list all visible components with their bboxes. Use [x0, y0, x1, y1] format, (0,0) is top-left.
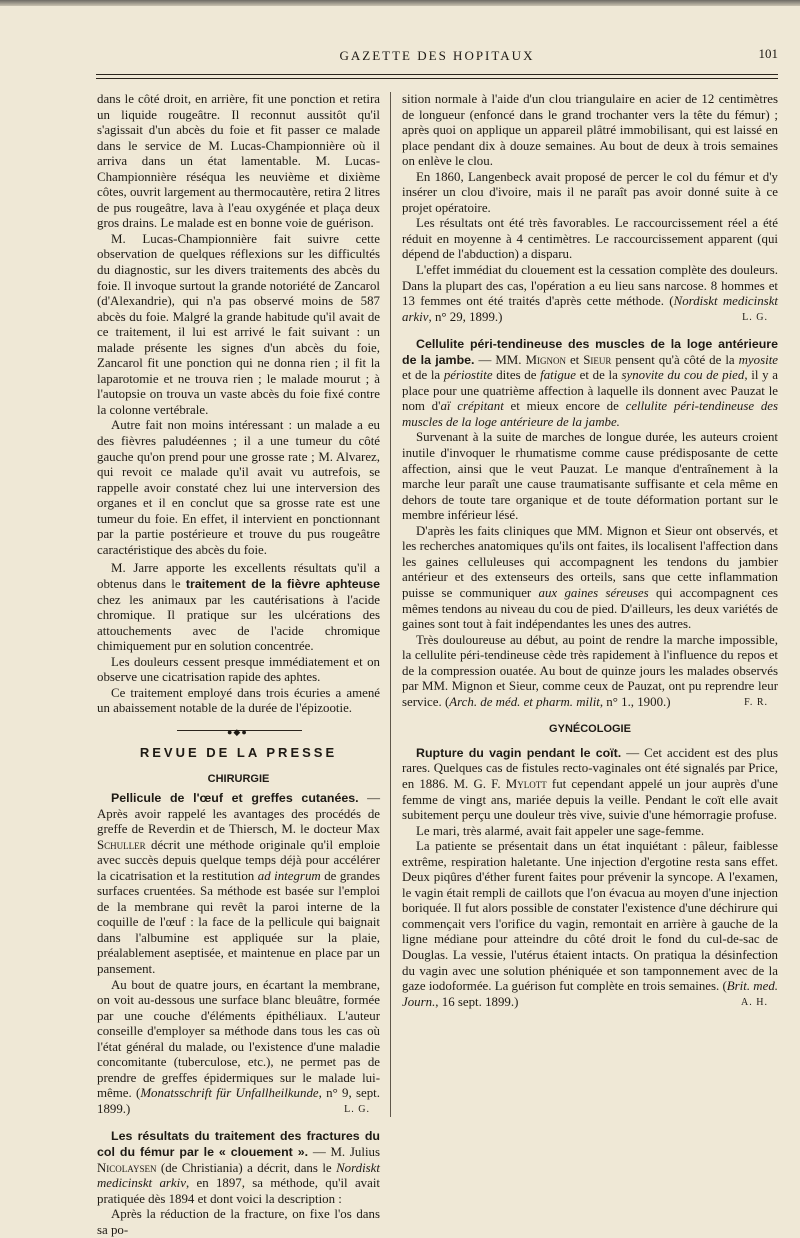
article-heading: Cellulite péri-tendineuse des muscles de la loge antérieure de la jambe. — [402, 337, 778, 367]
citation: Arch. de méd. et pharm. milit — [449, 694, 600, 709]
paragraph: Très douloureuse au début, au point de rendre la marche impossible, la cellulite péri-tendineuse cède très rapidement à l'influence du repos et de la compression ouatée. Au bout de quinze jours les malades observés par MM. Mignon et Sieur, comme ceux de Pauzat, ont pu reprendre leur service. (Arch. de méd. et pharm. milit, n° 1., 1900.) F. R. — [402, 632, 778, 709]
header-rule-top — [96, 74, 778, 75]
paragraph: L'effet immédiat du clouement est la cessation complète des douleurs. Dans la plupart des cas, l'opération a eu lieu sans narcose. 8 hommes et 13 femmes ont été traités d'après cette méthode. (Nordiskt medicinskt arkiv, n° 29, 1899.) L. G. — [402, 263, 779, 324]
paragraph: sition normale à l'aide d'un clou triangulaire en acier de 12 centimètres de longueur (enfoncé dans le grand trochanter vers la tête du fémur) ; après quoi on applique un appareil plâtré immobilisant, qui est laissé en place pendant dix à douze semaines. Au bout de deux à trois semaines on enlève le clou. — [402, 92, 778, 169]
paragraph: Le mari, très alarmé, avait fait appeler une sage-femme. — [416, 823, 705, 838]
author-initials: F. R. — [744, 696, 768, 708]
paragraph: M. Jarre apporte les excellents résultats qu'il a obtenus dans le traitement de la fièvre aphteuse chez les animaux par les cautérisations à l'acide chromique. Il pratique sur les ulcérations des attouchements avec de l'acide chromique chimiquement pur en solution concentrée. — [97, 561, 380, 654]
journal-title: GAZETTE DES HOPITAUX — [339, 48, 535, 63]
author-initials: L. G. — [344, 1103, 370, 1115]
citation: Nordiskt medicinskt arkiv — [402, 294, 779, 324]
topic-heading: traitement de la fièvre aphteuse — [185, 576, 380, 591]
right-column — [402, 92, 778, 1010]
paragraph: La patiente se présentait dans un état inquiétant : pâleur, faiblesse extrême, respiration haletante. Une injection d'ergotine resta sans effet. Deux piqûres d'éther furent faites pour prévenir la syncope. A l'examen, le vagin était rempli de caillots que l'on évacua au moyen d'une injection boriquée. Il fut alors possible de constater l'existence d'une déchirure qui commençait vers l'orifice du vagin, remontait en arrière à gauche de la ligne médiane pour atteindre du côté droit le fond du cul-de-sac de Douglas. La vessie, l'utérus étaient intacts. On pratiqua la désinfection du vagin avec une solution phéniquée et son tamponnement avec de la gaze iodoformée. La guérison fut complète en trois semaines. (Brit. med. Journ., 16 sept. 1899.) A. H. — [402, 839, 778, 1009]
paragraph: Autre fait non moins intéressant : un malade a eu des fièvres paludéennes ; il a une tumeur du côté gauche qu'on prend pour une grosse rate ; M. Alvarez, qui revoit ce malade qu'il avait vu autrefois, se rappelle avoir constaté chez lui une interversion des organes et il en conclut que sa grosse rate est une tumeur du foie. En effet, il intervient en ponctionnant par la partie postérieure et trouve du pus rougeâtre caractéristique des abcès du foie. — [97, 418, 380, 557]
section-title: REVUE DE LA PRESSE — [139, 744, 338, 760]
header-rule-bottom — [96, 78, 778, 79]
subsection-title: GYNÉCOLOGIE — [549, 723, 631, 736]
author-initials: A. H. — [741, 996, 768, 1008]
page-top-edge — [0, 0, 800, 6]
paragraph: Les douleurs cessent presque immédiatement et on observe une cicatrisation rapide des aphtes. — [97, 654, 380, 685]
paragraph: Survenant à la suite de marches de longue durée, les auteurs croient inutile d'invoquer le rhumatisme comme cause prédisposante de cette affection, ainsi que le veut Pauzat. Le manque d'entraînement à la marche leur paraît une cause traumatisante suffisante et cela même en dehors de toute tare organique et de toute déformation portant sur le membre inférieur lésé. — [402, 430, 778, 523]
page-header — [96, 46, 778, 70]
left-column — [97, 92, 380, 1238]
paragraph: En 1860, Langenbeck avait proposé de percer le col du fémur et d'y insérer un clou d'ivoire, mais il ne paraît pas avoir donné suite à ce projet opératoire. — [402, 169, 778, 215]
article-heading: Rupture du vagin pendant le coït. — [416, 745, 622, 760]
paragraph: Après la réduction de la fracture, on fixe l'os dans sa po- — [97, 1207, 380, 1237]
article-paragraph: Cellulite péri-tendineuse des muscles de la loge antérieure de la jambe. — MM. Mignon et Sieur pensent qu'à côté de la myosite et de la périostite dites de fatigue et de la synovite du cou de pied, il y a place pour une quatrième affection à laquelle ils donnent avec Pauzat le nom d'aï crépitant et mieux encore de cellulite péri-tendineuse des muscles de la loge antérieure de la jambe. — [402, 337, 779, 429]
section-ornament: ●◆● — [97, 725, 380, 737]
paragraph: M. Lucas-Championnière fait suivre cette observation de quelques réflexions sur les difficultés du diagnostic, sur les divers traitements des abcès du foie. Il invoque surtout la grande notoriété de Zancarol (d'Alexandrie), qui n'a pas observé moins de 587 abcès du foie. Malgré la grande habitude qu'il avait de ce traitement, il lui est arrivé le fait suivant : un malade présente les signes d'un abcès du foie, Zancarol fit une ponction qui ne donna rien ; il fit la laparotomie et ne trouva rien ; le malade mourut ; à l'autopsie on trouva un vaste abcès du foie fixé contre la colonne vertébrale. — [97, 231, 380, 417]
paragraph: Les résultats ont été très favorables. Le raccourcissement réel a été réduit en moyenne à 4 centimètres. Le raccourcissement apparent (qui dépend de l'abduction) a disparu. — [402, 216, 778, 262]
page-number: 101 — [758, 46, 778, 61]
author-initials: L. G. — [742, 311, 768, 323]
article-paragraph: Pellicule de l'œuf et greffes cutanées. — Après avoir rappelé les avantages des procédés de greffe de Reverdin et de Thiersch, M. le docteur Max Schuller décrit une méthode originale qu'il emploie avec succès depuis quelque temps déjà pour accélérer la cicatrisation et la restitution ad integrum de grandes surfaces cruentées. Sa méthode est basée sur l'emploi de la membrane qui revêt la paroi interne de la coquille de l'œuf : la face de la pellicule qui baignait dans l'albumine est appliquée sur la plaie, préalablement aseptisée, et maintenue en place par un pansement. — [97, 790, 380, 976]
article-paragraph: Rupture du vagin pendant le coït. — Cet accident est des plus rares. Quelques cas de fistules recto-vaginales ont été signalés par Price, en 1886. M. G. F. Mylott fut cependant appelé un jour auprès d'une femme de vingt ans, mariée depuis la veille. Pendant le coït elle avait subitement perçu une douleur très vive, suivie d'une hémorragie profuse. — [402, 745, 778, 823]
article-heading: Pellicule de l'œuf et greffes cutanées. — [111, 790, 359, 805]
column-separator — [390, 92, 391, 1117]
article-heading: Les résultats du traitement des fractures du col du fémur par le « clouement ». — [97, 1129, 380, 1159]
article-paragraph: Les résultats du traitement des fractures du col du fémur par le « clouement ». — M. Julius Nicolaysen (de Christiania) a décrit, dans le Nordiskt medicinskt arkiv, en 1897, sa méthode, qu'il avait pratiquée dès 1894 et dont voici la description : — [97, 1129, 380, 1206]
paragraph: Ce traitement employé dans trois écuries a amené un abaissement notable de la durée de l'épizootie. — [97, 685, 380, 716]
paragraph: Au bout de quatre jours, en écartant la membrane, on voit au-dessous une surface blanc bleuâtre, formée par une couche d'éléments épithéliaux. L'auteur conseille d'employer sa méthode dans tous les cas où l'état général du malade, ou l'existence d'une maladie concomitante (tuberculose, etc.), ne permet pas de prendre de greffes épidermiques sur le malade lui-même. (Monatsschrift für Unfallheilkunde, n° 9, sept. 1899.) L. G. — [97, 977, 380, 1116]
citation: Monatsschrift für Unfallheilkunde — [140, 1086, 319, 1101]
citation: Brit. med. Journ. — [402, 979, 778, 1009]
paragraph: dans le côté droit, en arrière, fit une ponction et retira un liquide rougeâtre. Il reconnut aussitôt qu'il s'agissait d'un abcès du foie et fit passer ce malade dans le service de M. Lucas-Championnière où il arriva dans un état lamentable. M. Lucas-Championnière réséqua les neuvième et dixième côtes, ouvrit largement au thermocautère, retira 2 litres de pus rougeâtre, lava à l'eau oxygénée et plaça deux gros drains. Le malade est en bonne voie de guérison. — [97, 92, 380, 231]
paragraph: D'après les faits cliniques que MM. Mignon et Sieur ont observés, et les recherches anatomiques qu'ils ont faites, ils localisent l'affection dans les gaines celluleuses qui accompagnent les tendons du jambier antérieur et des extenseurs des orteils, sans que cette inflammation puisse se communiquer aux gaines séreuses qui accompagnent ces mêmes tendons au niveau du cou de pied. D'ailleurs, les deux variétés de gaines sont tout à fait indépendantes les unes des autres. — [402, 523, 778, 632]
subsection-title: CHIRURGIE — [207, 773, 270, 786]
